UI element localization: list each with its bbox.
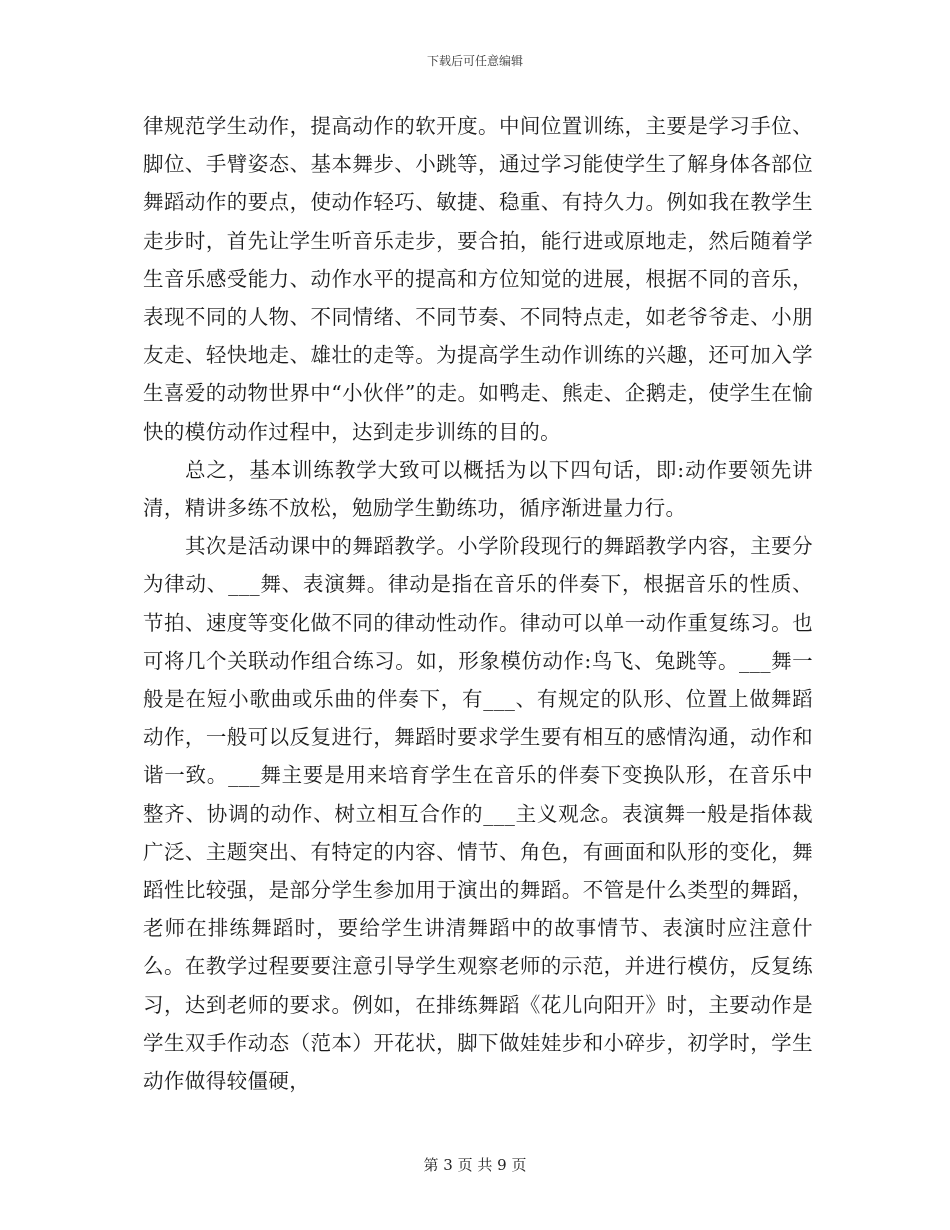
page-footer: 第 3 页 共 9 页 [423,1156,527,1174]
paragraph-1: 律规范学生动作，提高动作的软开度。中间位置训练，主要是学习手位、脚位、手臂姿态、基本舞步、小跳等，通过学习能使学生了解身体各部位舞蹈动作的要点，使动作轻巧、敏捷、稳重、有持久力。例如我在教学生走步时，首先让学生听音乐走步，要合拍，能行进或原地走，然后随着学生音乐感受能力、动作水平的提高和方位知觉的进展，根据不同的音乐，表现不同的人物、不同情绪、不同节奏、不同特点走，如老爷爷走、小朋友走、轻快地走、雄壮的走等。为提高学生动作训练的兴趣，还可加入学生喜爱的动物世界中“小伙伴”的走。如鸭走、熊走、企鹅走，使学生在愉快的模仿动作过程中，达到走步训练的目的。 [143,114,813,444]
page-header: 下载后可任意编辑 [426,54,523,68]
paragraph-3: 其次是活动课中的舞蹈教学。小学阶段现行的舞蹈教学内容，主要分为律动、___舞、表演舞。律动是指在音乐的伴奏下，根据音乐的性质、节拍、速度等变化做不同的律动性动作。律动可以单一动作重复练习。也可将几个关联动作组合练习。如，形象模仿动作:鸟飞、兔跳等。___舞一般是在短小歌曲或乐曲的伴奏下，有___、有规定的队形、位置上做舞蹈动作，一般可以反复进行，舞蹈时要求学生要有相互的感情沟通，动作和谐一致。___舞主要是用来培育学生在音乐的伴奏下变换队形，在音乐中整齐、协调的动作、树立相互合作的___主义观念。表演舞一般是指体裁广泛、主题突出、有特定的内容、情节、角色，有画面和队形的变化，舞蹈性比较强，是部分学生参加用于演出的舞蹈。不管是什么类型的舞蹈，老师在排练舞蹈时，要给学生讲清舞蹈中的故事情节、表演时应注意什么。在教学过程要要注意引导学生观察老师的示范，并进行模仿，反复练习，达到老师的要求。例如，在排练舞蹈《花儿向阳开》时，主要动作是学生双手作动态（范本）开花状，脚下做娃娃步和小碎步，初学时，学生动作做得较僵硬， [143,534,813,1094]
document-body [143,107,813,1100]
paragraph-2: 总之，基本训练教学大致可以概括为以下四句话，即:动作要领先讲清，精讲多练不放松，勉励学生勤练功，循序渐进量力行。 [143,457,813,521]
